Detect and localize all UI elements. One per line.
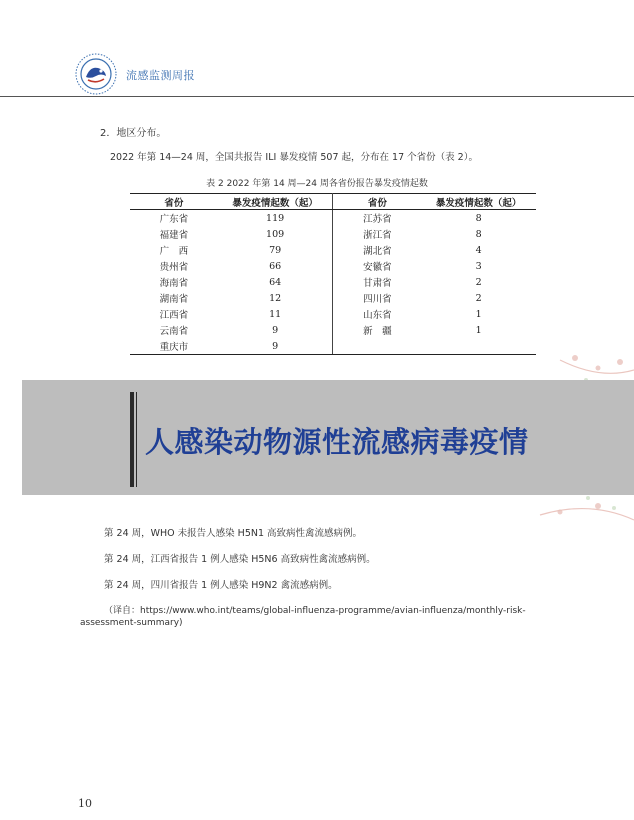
table-cell: 云南省	[159, 326, 189, 337]
table-cell: 12	[218, 290, 333, 306]
table-cell: 浙江省	[363, 230, 392, 241]
table-cell: 湖北省	[363, 246, 392, 257]
outbreak-table	[130, 193, 536, 355]
table-cell: 79	[218, 242, 333, 258]
table-row	[130, 322, 536, 338]
table-cell	[421, 338, 536, 355]
table-row	[130, 306, 536, 322]
page-header	[0, 0, 634, 97]
table-row	[130, 226, 536, 242]
table-cell: 江苏省	[363, 214, 392, 225]
table-cell: 江西省	[159, 310, 189, 321]
table-cell: 湖南省	[159, 294, 189, 305]
summary-paragraph: 2022 年第 14—24 周，全国共报告 ILI 暴发疫情 507 起，分布在 17 个省份（表 2）。	[110, 152, 478, 163]
table-cell: 重庆市	[130, 338, 218, 355]
page-number: 10	[78, 797, 92, 810]
table-cell: 新 疆	[363, 326, 392, 337]
table-cell: 4	[475, 244, 482, 256]
table-caption: 表 2 2022 年第 14 周—24 周各省份报告暴发疫情起数	[206, 179, 428, 189]
table-header-cell: 暴发疫情起数（起）	[218, 194, 333, 210]
section-heading: 2．地区分布。	[100, 128, 167, 139]
banner-accent-line	[136, 392, 137, 487]
table-cell: 1	[475, 324, 482, 336]
table-cell: 福建省	[159, 230, 189, 241]
report-line: 第 24 周，WHO 未报告人感染 H5N1 高致病性禽流感病例。	[104, 528, 363, 539]
banner-accent-bar	[130, 392, 134, 487]
table-cell: 贵州省	[159, 262, 189, 273]
table-cell: 109	[218, 226, 333, 242]
table-row	[130, 290, 536, 306]
table-cell: 8	[475, 212, 482, 224]
table-cell: 海南省	[159, 278, 189, 289]
table-row	[130, 242, 536, 258]
table-cell: 广东省	[159, 214, 189, 225]
table-cell: 1	[475, 308, 482, 320]
table-cell: 8	[475, 228, 482, 240]
table-cell: 11	[218, 306, 333, 322]
table-cell: 64	[218, 274, 333, 290]
table-cell: 3	[475, 260, 482, 272]
source-link-line2: assessment-summary)	[80, 618, 183, 628]
table-cell: 甘肃省	[363, 278, 392, 289]
table-row	[130, 274, 536, 290]
table-header-cell: 省份	[333, 194, 421, 210]
table-cell: 9	[218, 338, 333, 355]
table-cell: 安徽省	[363, 262, 392, 273]
china-cdc-logo-icon	[74, 52, 118, 96]
table-cell: 66	[218, 258, 333, 274]
table-row	[130, 210, 536, 227]
table-cell: 9	[218, 322, 333, 338]
banner-title: 人感染动物源性流感病毒疫情	[145, 425, 529, 459]
table-cell: 山东省	[363, 310, 392, 321]
table-cell: 2	[475, 292, 482, 304]
table-header-row	[130, 194, 536, 210]
table-row	[130, 258, 536, 274]
table-cell: 广 西	[159, 246, 189, 257]
header-title: 流感监测周报	[126, 69, 195, 82]
report-line: 第 24 周，江西省报告 1 例人感染 H5N6 高致病性禽流感病例。	[104, 554, 376, 565]
table-cell	[333, 338, 421, 355]
table-cell: 119	[218, 210, 333, 227]
table-cell: 2	[475, 276, 482, 288]
table-header-cell: 暴发疫情起数（起）	[421, 194, 536, 210]
table-cell: 四川省	[363, 294, 392, 305]
table-header-cell: 省份	[130, 194, 218, 210]
source-link-line1: （译自：https://www.who.int/teams/global-influenza-programme/avian-influenza/monthly-risk-	[104, 606, 526, 616]
table-row	[130, 338, 536, 355]
report-line: 第 24 周，四川省报告 1 例人感染 H9N2 禽流感病例。	[104, 580, 338, 591]
header-divider	[0, 96, 634, 97]
